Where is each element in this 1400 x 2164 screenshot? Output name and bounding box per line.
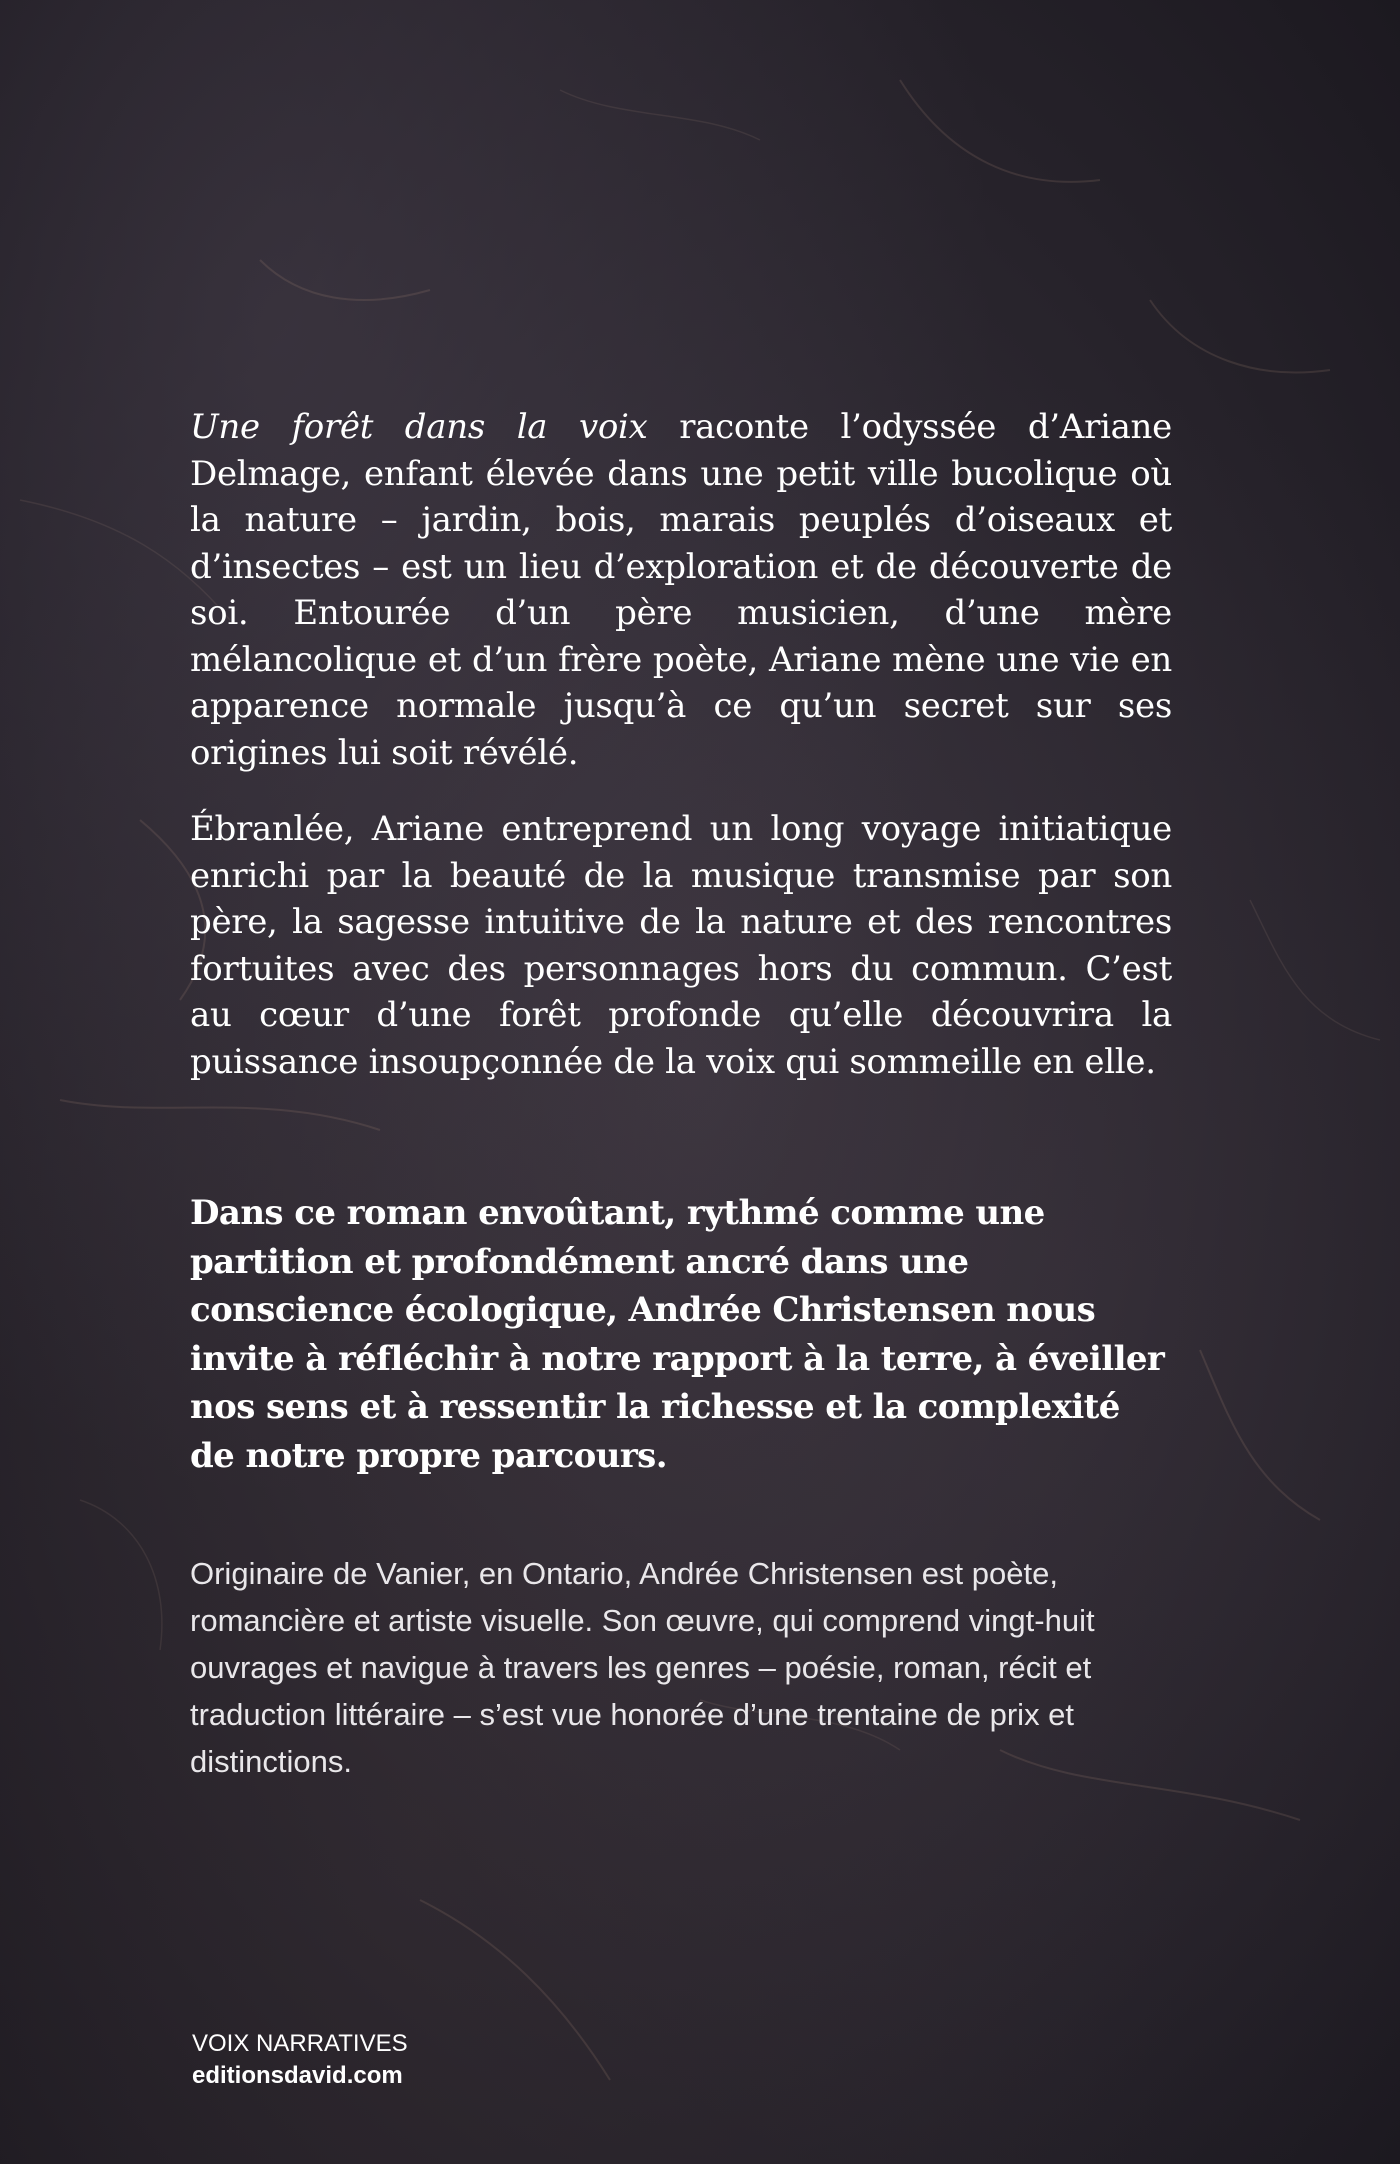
author-bio: Originaire de Vanier, en Ontario, Andrée Christensen est poète, romancière et artiste visuelle. Son œuvre, qui comprend vingt-huit ouvrages et navigue à travers les genres – poésie, roman, récit et traduction littéraire – s’est vue honorée d’une trentaine de prix et distinctions. bbox=[190, 1556, 1095, 1779]
book-title: Une forêt dans la voix bbox=[190, 407, 648, 447]
series-name: VOIX NARRATIVES bbox=[192, 2030, 408, 2057]
blurb-paragraph: Dans ce roman envoûtant, rythmé comme une partition et profondément ancré dans une conscience écologique, Andrée Christensen nous invite à réfléchir à notre rapport à la terre, à éveiller nos sens et à ressentir la richesse et la complexité de notre propre parcours. bbox=[190, 1193, 1165, 1476]
footer bbox=[192, 2028, 408, 2092]
synopsis-paragraph-1-text: raconte l’odyssée d’Ariane Delmage, enfant élevée dans une petit ville bucolique où la nature – jardin, bois, marais peuplés d’oiseaux et d’insectes – est un lieu d’exploration et de découverte de soi. Entourée d’un père musicien, d’une mère mélancolique et d’un frère poète, Ariane mène une vie en apparence normale jusqu’à ce qu’un secret sur ses origines lui soit révélé. bbox=[190, 407, 1172, 773]
back-cover-text bbox=[190, 404, 1172, 1480]
synopsis-paragraph-1 bbox=[190, 404, 1172, 776]
publisher-website: editionsdavid.com bbox=[192, 2062, 403, 2089]
synopsis-paragraph-2: Ébranlée, Ariane entreprend un long voyage initiatique enrichi par la beauté de la musique transmise par son père, la sagesse intuitive de la nature et des rencontres fortuites avec des personnages hors du commun. C’est au cœur d’une forêt profonde qu’elle découvrira la puissance insoupçonnée de la voix qui sommeille en elle. bbox=[190, 809, 1172, 1082]
